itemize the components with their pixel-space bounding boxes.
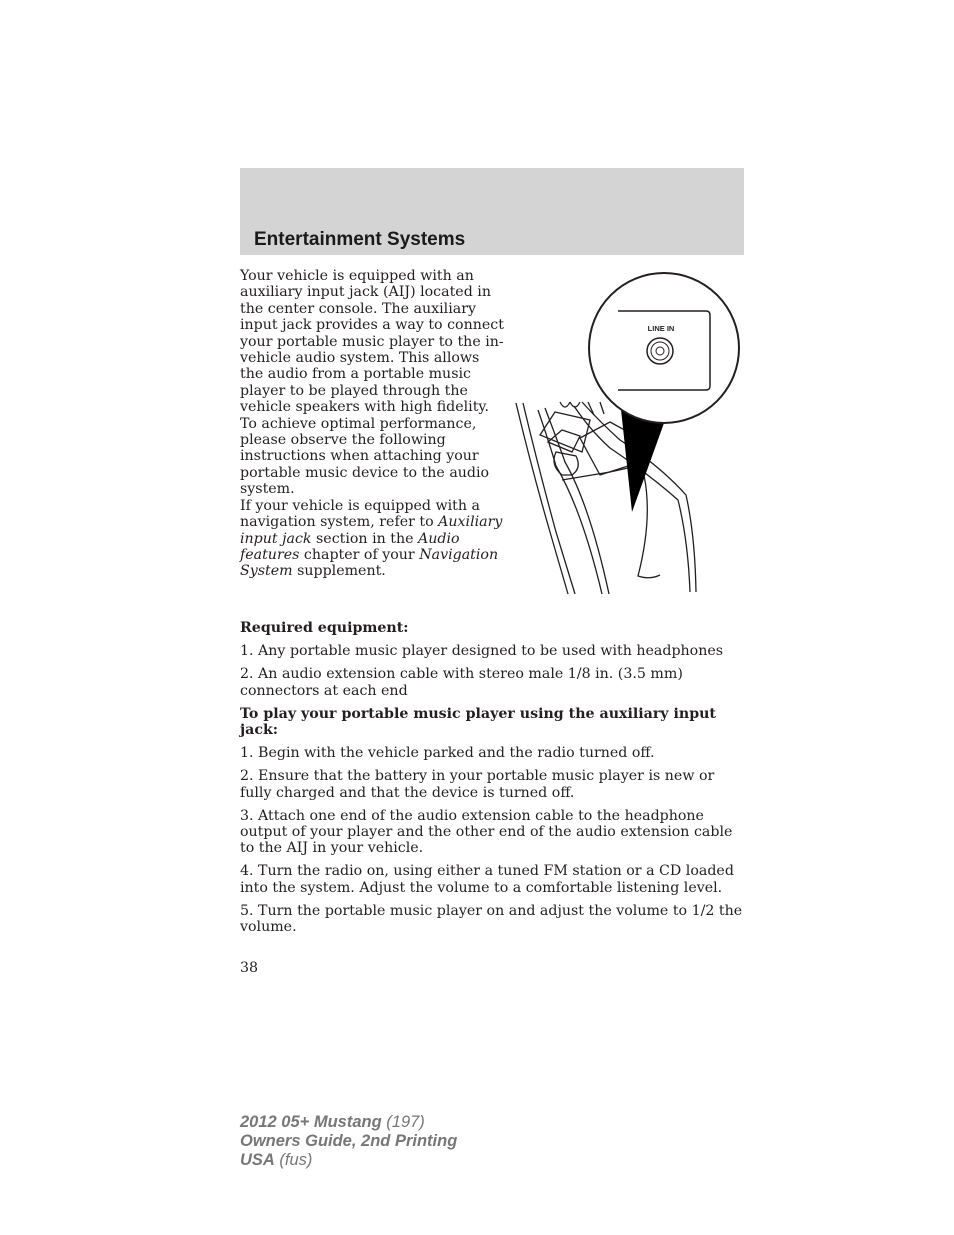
aij-illustration bbox=[510, 270, 750, 600]
instruction-step: 1. Begin with the vehicle parked and the radio turned off. bbox=[240, 745, 655, 762]
instruction-step: 2. Ensure that the battery in your portable music player is new or fully charged and that the device is turned off. bbox=[240, 768, 715, 801]
instructions-heading: To play your portable music player using the auxiliary input jack: bbox=[240, 705, 716, 739]
page-number: 38 bbox=[240, 960, 259, 976]
console-line-in-drawing bbox=[510, 270, 750, 600]
footer-guide: Owners Guide, 2nd Printing bbox=[240, 1132, 458, 1150]
nav-note-text-4: supplement. bbox=[292, 563, 386, 580]
instruction-step: 5. Turn the portable music player on and adjust the volume to 1/2 the volume. bbox=[240, 902, 743, 936]
intro-text bbox=[240, 268, 505, 580]
instruction-step: 4. Turn the radio on, using either a tuned FM station or a CD loaded into the system. Adjust the volume to a comfortable listening level. bbox=[240, 863, 734, 896]
nav-note-ref-audio: Audio features bbox=[240, 530, 460, 563]
footer-model-code: (197) bbox=[381, 1113, 425, 1131]
footer-line-region bbox=[240, 1151, 457, 1170]
footer-model: 2012 05+ Mustang bbox=[240, 1113, 382, 1131]
footer-line-guide bbox=[240, 1132, 457, 1151]
required-item: 2. An audio extension cable with stereo male 1/8 in. (3.5 mm) connectors at each end bbox=[240, 666, 683, 699]
document-footer bbox=[240, 1113, 457, 1170]
required-item: 1. Any portable music player designed to be used with headphones bbox=[240, 643, 724, 660]
nav-note-text-3: chapter of your bbox=[299, 546, 420, 563]
section-header bbox=[240, 168, 744, 255]
footer-region: USA bbox=[240, 1151, 275, 1169]
footer-line-model bbox=[240, 1113, 457, 1132]
footer-region-code: (fus) bbox=[274, 1151, 313, 1169]
instruction-step: 3. Attach one end of the audio extension cable to the headphone output of your player and the other end of the audio extension cable to the AIJ in your vehicle. bbox=[240, 807, 733, 857]
nav-note-text-1: If your vehicle is equipped with a navigation system, refer to bbox=[240, 497, 480, 531]
nav-note-ref-aij: Auxiliary input jack bbox=[240, 514, 503, 547]
navigation-note bbox=[240, 498, 505, 580]
nav-note-text-2: section in the bbox=[311, 530, 419, 547]
nav-note-ref-nav: Navigation System bbox=[240, 546, 499, 580]
required-equipment-heading: Required equipment: bbox=[240, 620, 409, 636]
section-title: Entertainment Systems bbox=[254, 229, 466, 250]
line-in-label: LINE IN bbox=[647, 324, 675, 333]
intro-paragraph: Your vehicle is equipped with an auxiliary input jack (AIJ) located in the center console. The auxiliary input jack provides a way to connect your portable music player to the in-vehicle audio system. This allows the audio from a portable music player to be played through the vehicle speakers with high fidelity. To achieve optimal performance, please observe the following instructions when attaching your portable music device to the audio system. bbox=[240, 268, 504, 498]
main-content bbox=[240, 620, 748, 942]
